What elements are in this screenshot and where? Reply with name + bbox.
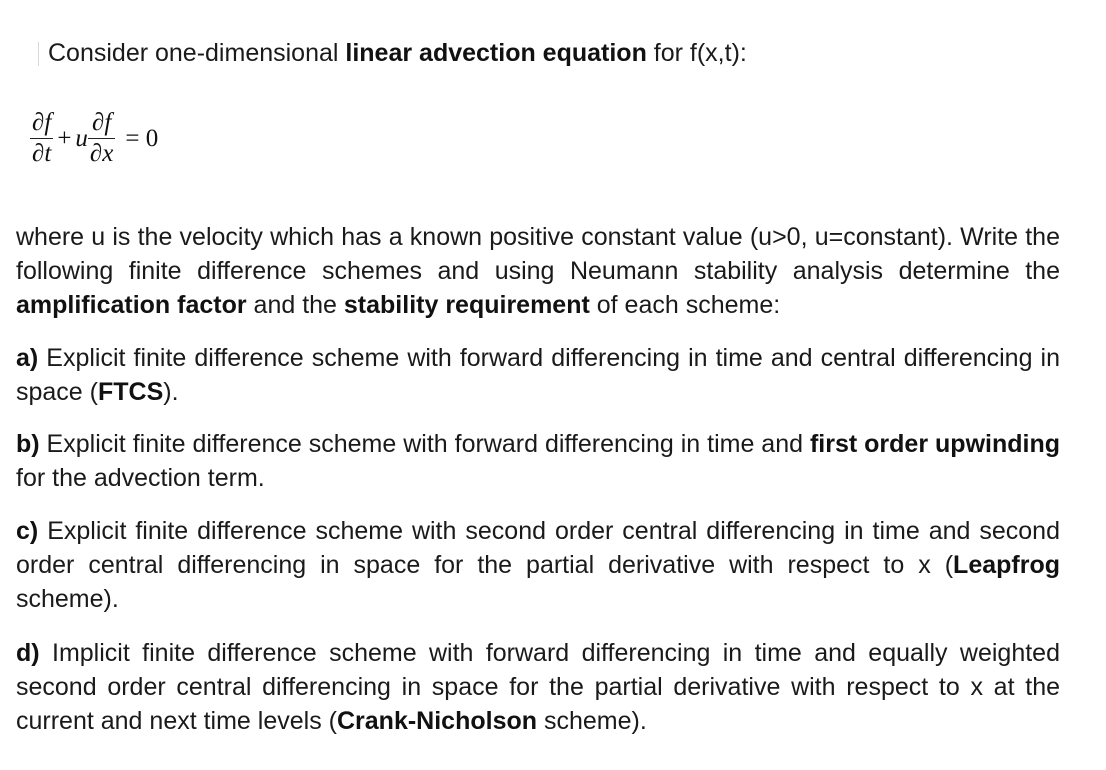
item-d-scheme-name: Crank-Nicholson (336, 707, 538, 735)
plus-operator: + (57, 124, 72, 152)
description-text: where u is the velocity which has a known positive constant value (u>0, u=constant). Write the following finite difference schemes and using Neumann stability analysis determine the (16, 223, 1060, 285)
intro-text-end: for f(x,t): (646, 39, 747, 67)
space-derivative (88, 108, 115, 169)
equals-zero: = 0 (125, 124, 159, 152)
item-d (16, 636, 1060, 738)
advection-equation (30, 108, 162, 169)
item-d-text: Implicit finite difference scheme with forward differencing in time and equally weighted second order central differencing in space for the partial derivative with respect to x at the current and next time levels ( (16, 639, 1060, 735)
item-b-label: b) (16, 430, 40, 458)
stability-requirement-term: stability requirement (343, 291, 590, 319)
intro-sentence (48, 36, 747, 70)
item-c-label: c) (16, 517, 39, 545)
item-b-scheme-name: first order upwinding (809, 430, 1060, 458)
item-b-text: Explicit finite difference scheme with forward differencing in time and (39, 430, 810, 458)
item-b-text-end: for the advection term. (16, 464, 265, 492)
item-d-label: d) (16, 639, 40, 667)
intro-text: Consider one-dimensional (48, 39, 346, 67)
item-c-scheme-name: Leapfrog (953, 551, 1060, 579)
item-a-text-end: ). (163, 378, 179, 406)
amplification-factor-term: amplification factor (16, 291, 247, 319)
item-a-scheme-name: FTCS (97, 378, 164, 406)
time-derivative (30, 108, 53, 169)
item-a-text: Explicit finite difference scheme with forward differencing in time and central differencing in space ( (16, 344, 1060, 406)
item-c-text-end: scheme). (16, 585, 119, 613)
description-text: and the (246, 291, 344, 319)
description-text: of each scheme: (589, 291, 781, 319)
space-derivative-numerator: ∂f (91, 109, 112, 136)
item-c (16, 514, 1060, 616)
item-b (16, 427, 1060, 495)
item-a (16, 341, 1060, 409)
description-paragraph (16, 220, 1060, 322)
space-derivative-denominator: ∂x (89, 140, 114, 167)
velocity-coefficient: u (75, 124, 88, 152)
item-c-text: Explicit finite difference scheme with second order central differencing in time and second order central differencing in space for the partial derivative with respect to x ( (16, 517, 1060, 579)
time-derivative-denominator: ∂t (32, 140, 52, 167)
item-a-label: a) (16, 344, 39, 372)
text-cursor-mark (38, 42, 39, 66)
intro-bold-term: linear advection equation (345, 39, 647, 67)
time-derivative-numerator: ∂f (32, 109, 52, 136)
item-d-text-end: scheme). (537, 707, 647, 735)
